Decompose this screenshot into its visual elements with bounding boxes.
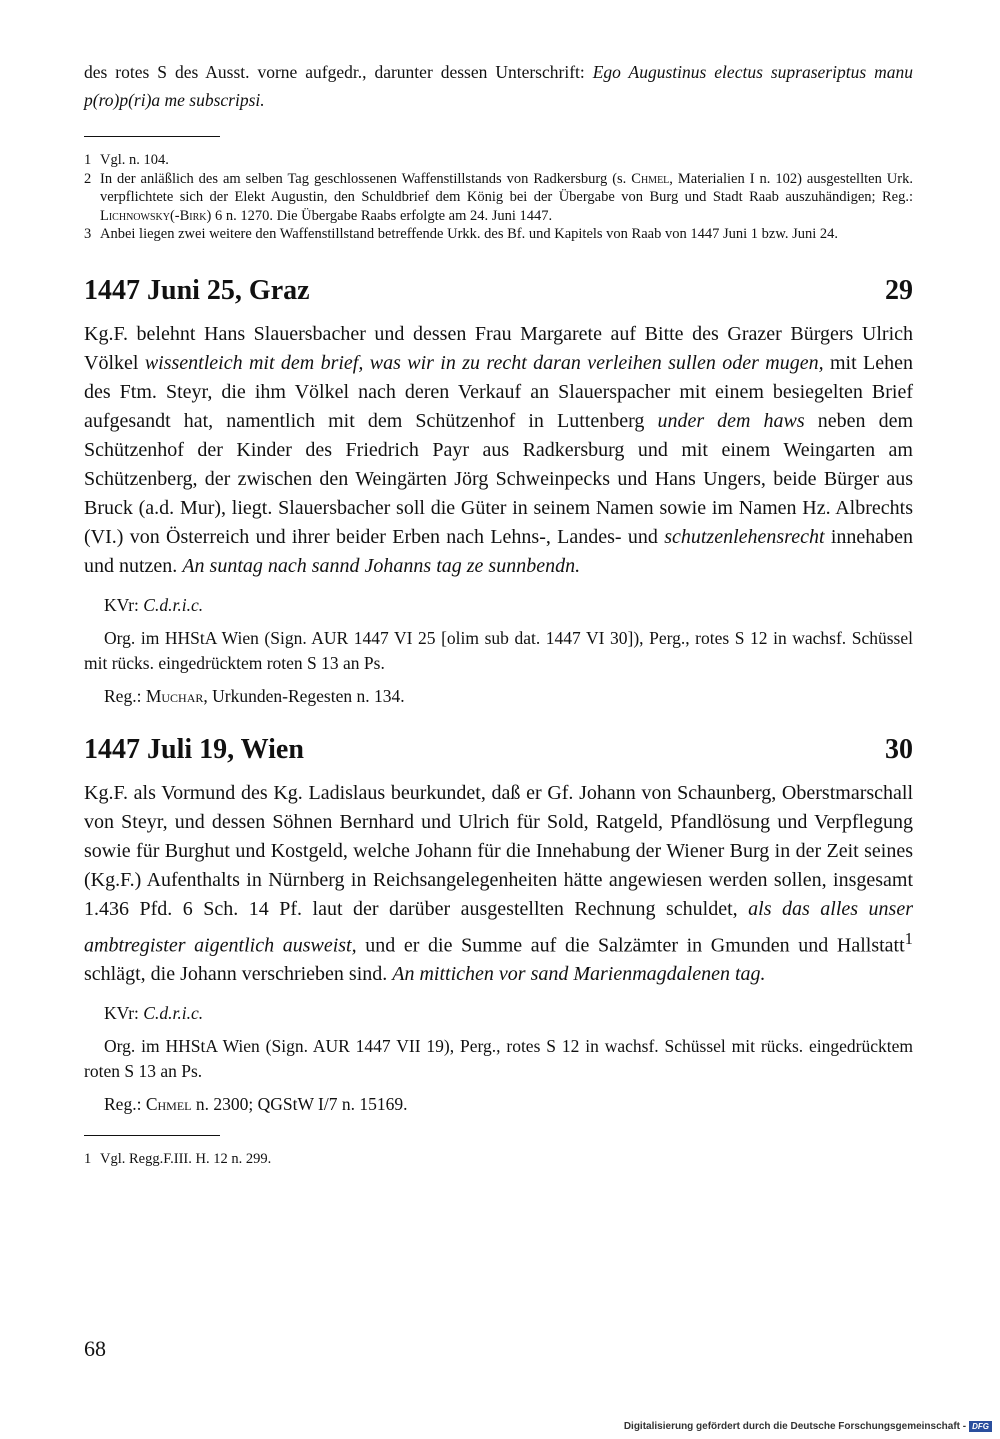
entry-29-original: Org. im HHStA Wien (Sign. AUR 1447 VI 25 [olim sub dat. 1447 VI 30]), Perg., rotes S 12 in wachsf. Schüssel mit rücks. eingedrücktem roten S 13 an Ps. (84, 627, 913, 673)
footnote-rule (84, 1135, 220, 1136)
footnote-text (100, 170, 913, 226)
summary-text: innehaben und nutzen. (84, 525, 914, 577)
entry-date: 1447 Juni 25, Graz (84, 274, 310, 306)
page-number: 68 (84, 1336, 106, 1361)
footnote-rule (84, 136, 220, 137)
funding-credit (624, 1421, 992, 1432)
summary-text: neben dem Schützenhof der Kinder des Friedrich Payr aus Radkersburg und mit einem Weingarten am Schützenberg, der zwischen den Weingärten Jörg Schweinpecks und Hans Ungers, beide Bürger aus Bruck (a.d. Mur), liegt. Slauersbacher soll die Güter in seinem Namen sowie im Namen Hz. Albrechts (VI.) von Österreich und ihrer beider Erben nach Lehns-, Landes- und (84, 409, 914, 548)
reg-label: Reg.: (104, 1094, 146, 1115)
entry-heading-30 (84, 733, 913, 767)
footnote-number: 3 (84, 226, 92, 242)
kvr-label: KVr: (104, 1003, 144, 1024)
author-name: Chmel (631, 170, 670, 187)
intro-paragraph (84, 58, 913, 114)
reg-text: n. 2300; QGStW I/7 n. 15169. (191, 1094, 408, 1115)
reg-label: Reg.: (104, 685, 146, 706)
summary-quote: als das alles unser ambtregister aigentlich ausweist, (84, 897, 913, 957)
author-name: Chmel (145, 1094, 192, 1115)
entry-29-kvr (84, 593, 913, 618)
footnote-number: 1 (84, 152, 92, 168)
summary-text: schlägt, die Johann verschrieben sind. (84, 963, 393, 986)
summary-quote: An suntag nach sannd Johanns tag ze sunnbendn. (182, 554, 581, 577)
dfg-logo-icon: DFG (969, 1421, 992, 1432)
footnote-text-part: 6 n. 1270. Die Übergabe Raabs erfolgte am 24. Juni 1447. (211, 207, 553, 224)
summary-text: Kg.F. als Vormund des Kg. Ladislaus beurkundet, daß er Gf. Johann von Schaunberg, Oberstmarschall von Steyr, und dessen Söhnen Bernhard und Ulrich für Sold, Ratgeld, Pfandlösung und Verpflegung sowie für Burghut und Kostgeld, welche Johann für die Innehabung der Wiener Burg in der Zeit seines (Kg.F.) Aufenthalts in Nürnberg in Reichsangelegenheiten hätte angewiesen werden sollen, insgesamt 1.436 Pfd. 6 Sch. 14 Pf. laut der darüber ausgestellten Rechnung schuldet, (84, 781, 913, 920)
footnote-bottom-1 (84, 1150, 913, 1169)
entry-30-summary (84, 779, 913, 990)
entry-date: 1447 Juli 19, Wien (84, 733, 304, 765)
entry-number: 30 (885, 733, 913, 765)
footnote-2 (84, 170, 913, 226)
footnote-text-part: , Materialien I n. 102) ausgestellten Urk. verpflichtete sich der Elekt Augustin, den Schuldbrief dem König bei der Übergabe von Burg und Stadt Raab auszuhändigen; Reg.: (100, 170, 913, 205)
author-name: Muchar (145, 685, 204, 706)
author-name: Lichnowsky(-Birk) (100, 207, 212, 224)
credit-text: Digitalisierung gefördert durch die Deutsche Forschungsgemeinschaft - (623, 1421, 967, 1432)
entry-29-regest (84, 684, 913, 709)
entry-30-regest (84, 1092, 913, 1117)
footnote-number: 2 (84, 170, 92, 187)
footnote-3 (84, 225, 913, 244)
summary-text: mit Lehen des Ftm. Steyr, die ihm Völkel nach deren Verkauf an Slauerspacher mit einem besiegelten Brief aufgesandt hat, namentlich mit dem Schützenhof in Luttenberg (84, 351, 913, 432)
entry-heading-29 (84, 274, 913, 308)
entry-30-kvr (84, 1001, 913, 1026)
summary-quote: under dem haws (657, 409, 805, 432)
footnote-1 (84, 151, 913, 170)
footnote-text: Vgl. Regg.F.III. H. 12 n. 299. (100, 1151, 272, 1168)
entry-29-summary (84, 320, 913, 581)
footnote-reference: 1 (904, 928, 913, 948)
summary-quote: schutzenlehensrecht (664, 525, 825, 548)
entry-30-original: Org. im HHStA Wien (Sign. AUR 1447 VII 19), Perg., rotes S 12 in wachsf. Schüssel mit rücks. eingedrücktem roten S 13 an Ps. (84, 1036, 913, 1082)
footnote-text: Anbei liegen zwei weitere den Waffenstillstand betreffende Urkk. des Bf. und Kapitels von Raab von 1447 Juni 1 bzw. Juni 24. (100, 226, 839, 242)
summary-text: Kg.F. belehnt Hans Slauersbacher und dessen Frau Margarete auf Bitte des Grazer Bürgers Ulrich Völkel (84, 322, 913, 374)
footnote-text: Vgl. n. 104. (100, 152, 169, 168)
summary-text: und er die Summe auf die Salzämter in Gmunden und Hallstatt (356, 934, 905, 957)
kvr-value: C.d.r.i.c. (143, 1003, 204, 1024)
reg-text: , Urkunden-Regesten n. 134. (203, 685, 405, 706)
footnote-text-part: In der anläßlich des am selben Tag geschlossenen Waffenstillstands von Radkersburg (s. (100, 170, 632, 187)
footnote-number: 1 (84, 1151, 92, 1168)
intro-italic: Ego Augustinus electus supraseriptus manu p(ro)p(ri)a me subscripsi. (84, 62, 913, 110)
kvr-value: C.d.r.i.c. (143, 594, 204, 615)
entry-number: 29 (885, 274, 913, 306)
page-content (84, 58, 913, 1169)
summary-quote: An mittichen vor sand Marienmagdalenen tag. (392, 963, 766, 986)
kvr-label: KVr: (104, 594, 144, 615)
summary-quote: wissentleich mit dem brief, was wir in zu recht daran verleihen sullen oder mugen, (144, 351, 824, 374)
intro-text: des rotes S des Ausst. vorne aufgedr., darunter dessen Unterschrift: (84, 62, 593, 82)
